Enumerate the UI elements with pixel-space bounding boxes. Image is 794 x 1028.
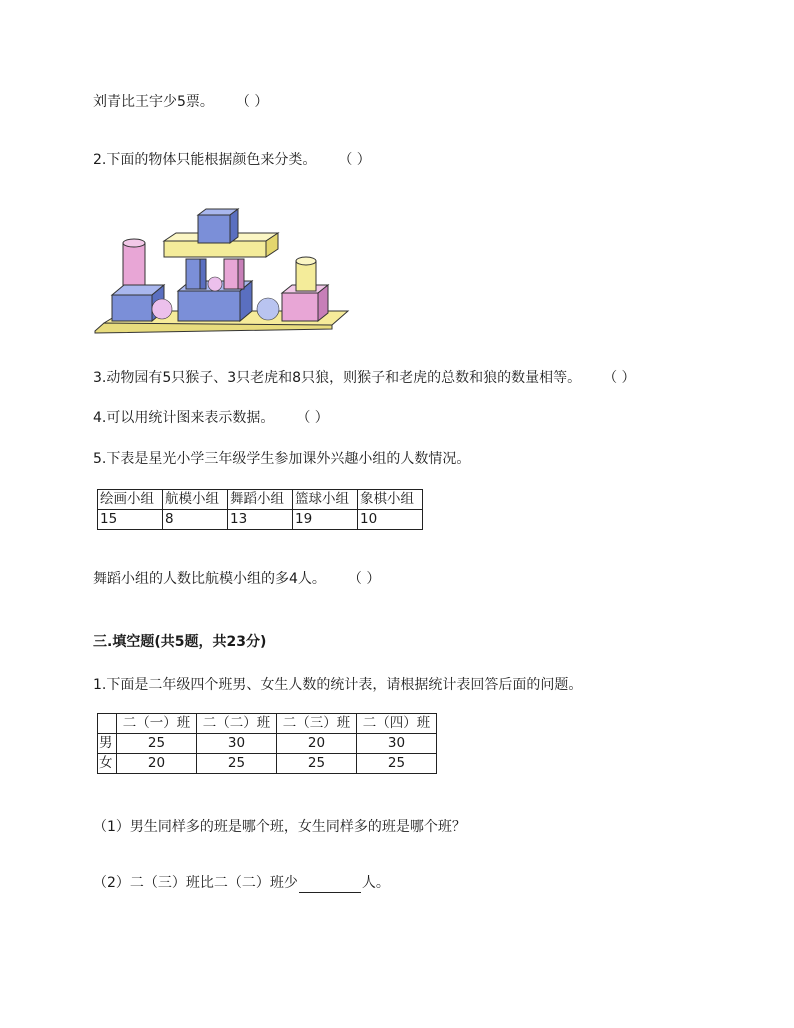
question-5-statement-text: 舞蹈小组的人数比航模小组的多4人。 [93,571,326,587]
answer-parens: （ ） [338,152,371,168]
question-2-text: 2.下面的物体只能根据颜色来分类。 [93,152,317,168]
answer-parens: （ ） [347,571,381,587]
table-row-label: 男 [98,734,117,754]
fill-question-1-text: 1.下面是二年级四个班男、女生人数的统计表，请根据统计表回答后面的问题。 [93,677,583,693]
table-header-cell: 二（四）班 [357,714,437,734]
answer-parens: （ ） [603,370,636,386]
table-header-row [98,490,423,510]
table-header-cell: 绘画小组 [98,490,163,510]
fill-question-1-sub-2-after: 人。 [361,875,390,891]
table-cell: 25 [197,754,277,774]
table-header-cell: 航模小组 [163,490,228,510]
question-4 [93,408,329,428]
table-cell: 10 [358,510,423,530]
fill-question-1-sub-2-before: （2）二（三）班比二（二）班少 [93,875,298,891]
question-3 [93,368,636,388]
table-cell: 13 [228,510,293,530]
table-header-row [98,714,437,734]
table-row [98,734,437,754]
question-5-statement [93,569,380,589]
table-corner-cell [98,714,117,734]
table-header-cell: 二（三）班 [277,714,357,734]
question-5-text: 5.下表是星光小学三年级学生参加课外兴趣小组的人数情况。 [93,451,471,467]
table-header-cell: 象棋小组 [358,490,423,510]
table-header-cell: 舞蹈小组 [228,490,293,510]
table-header-cell: 二（二）班 [197,714,277,734]
table-cell: 20 [117,754,197,774]
interest-group-table [97,489,423,530]
table-cell: 19 [293,510,358,530]
table-cell: 30 [357,734,437,754]
answer-blank[interactable] [299,878,361,893]
table-cell: 25 [357,754,437,774]
question-2 [93,150,371,170]
question-prev [93,92,268,112]
answer-parens: （ ） [296,410,329,426]
fill-question-1-sub-1: （1）男生同样多的班是哪个班，女生同样多的班是哪个班？ [93,819,466,835]
class-gender-table [97,713,437,774]
table-cell: 25 [117,734,197,754]
question-3-text: 3.动物园有5只猴子、3只老虎和8只狼，则猴子和老虎的总数和狼的数量相等。 [93,370,582,386]
blocks-illustration [92,203,352,335]
table-cell: 20 [277,734,357,754]
table-row [98,754,437,774]
answer-parens: （ ） [235,94,269,110]
table-cell: 25 [277,754,357,774]
question-5 [93,449,470,469]
table-cell: 8 [163,510,228,530]
fill-question-1 [93,675,582,695]
question-prev-text: 刘青比王宇少5票。 [93,94,214,110]
table-row [98,510,423,530]
fill-question-1-sub-2 [93,873,390,893]
section-3-heading: 三.填空题(共5题，共23分) [93,634,267,650]
table-cell: 15 [98,510,163,530]
table-row-label: 女 [98,754,117,774]
table-header-cell: 篮球小组 [293,490,358,510]
table-header-cell: 二（一）班 [117,714,197,734]
question-4-text: 4.可以用统计图来表示数据。 [93,410,275,426]
table-cell: 30 [197,734,277,754]
